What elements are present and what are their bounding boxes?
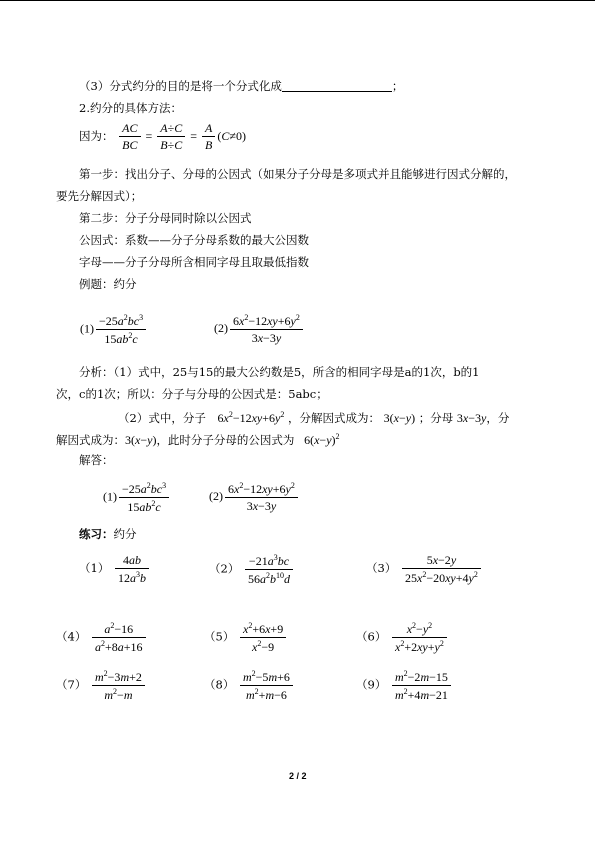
analysis2-line1 bbox=[118, 410, 509, 426]
exercise-4-label: （4） bbox=[56, 629, 87, 644]
exercise-6: （6） $\frac{x^2-y^2}{x^2+2xy+y^2}$ bbox=[356, 621, 449, 655]
analysis-line2: 次，c的1次；所以：分子与分母的公因式是：5abc； bbox=[56, 387, 328, 401]
exercise-5-label: （5） bbox=[204, 629, 235, 644]
numerator-expression: $6x^2-12xy+6y^2$ bbox=[217, 410, 285, 425]
exercise-9: （9） $\frac{m^2-2m-15}{m^2+4m-21}$ bbox=[356, 669, 453, 703]
analysis2-text1: （2）式中，分子 bbox=[118, 411, 206, 425]
analysis2-line2 bbox=[56, 432, 340, 448]
answer-1: (1) $\frac{-25a^2bc^3}{15ab^2c}$ bbox=[103, 481, 171, 515]
exercise-3: （3） $\frac{5x-2y}{25x^2-20xy+4y^2}$ bbox=[366, 553, 483, 586]
exercise-4: （4） $\frac{a^2-16}{a^2+8a+16}$ bbox=[56, 621, 148, 655]
gcf-definition: 公因式：系数——分子分母系数的最大公因数 bbox=[79, 233, 309, 247]
exercise-9-label: （9） bbox=[356, 677, 387, 692]
exercise-3-label: （3） bbox=[366, 561, 397, 576]
step1-text: 第一步：找出分子、分母的公因式（如果分子分母是多项式并且能够进行因式分解的， bbox=[79, 167, 516, 181]
item3-line bbox=[79, 80, 403, 94]
exercise-2-label: （2） bbox=[209, 561, 240, 576]
step2-text: 第二步：分子分母同时除以公因式 bbox=[79, 211, 252, 225]
exercise-8-label: （8） bbox=[204, 677, 235, 692]
step1-continued: 要先分解因式）； bbox=[56, 189, 143, 203]
denominator-expression: 3x−3y bbox=[456, 411, 487, 425]
analysis2-text3: ；分母 bbox=[418, 411, 454, 425]
exercise-8: （8） $\frac{m^2-5m+6}{m^2+m-6}$ bbox=[204, 669, 295, 703]
exercise-7: （7） $\frac{m^2-3m+2}{m^2-m}$ bbox=[56, 669, 147, 703]
exercise-2: （2） $\frac{-21a^3bc}{56a^2b^{10}d}$ bbox=[209, 553, 295, 587]
example-label: 例题：约分 bbox=[79, 277, 137, 291]
analysis2-text6: ，此时分子分母的公因式为 bbox=[156, 433, 295, 447]
analysis2-text2: ，分解因式成为： bbox=[288, 411, 381, 425]
analysis2-text5: 解因式成为： bbox=[56, 433, 125, 447]
exercise-suffix: 约分 bbox=[113, 527, 137, 541]
numerator-factored: 3(x−y) bbox=[383, 411, 416, 425]
item3-prefix: （3）分式约分的目的是将一个分式化成 bbox=[79, 79, 282, 93]
item3-suffix: ； bbox=[391, 79, 404, 93]
answer-label: 解答： bbox=[79, 453, 114, 467]
common-factor: $6(x-y)^2$ bbox=[304, 432, 340, 447]
because-line bbox=[79, 121, 246, 153]
exercise-1: （1） $\frac{4ab}{12a^3b}$ bbox=[79, 553, 151, 586]
exercise-6-label: （6） bbox=[356, 629, 387, 644]
because-formula: $\frac{AC}{BC}$ = $\frac{A\div C}{B\div C}$ = $\frac{A}{B}$ (C≠0) bbox=[117, 129, 246, 143]
exercise-label: 练习： bbox=[79, 527, 114, 541]
page-number: 2 / 2 bbox=[289, 771, 307, 781]
example-1: (1) $\frac{-25a^2bc^3}{15ab^2c}$ bbox=[80, 313, 148, 347]
exercise-7-label: （7） bbox=[56, 677, 87, 692]
top-border bbox=[0, 0, 595, 1]
answer-2: (2) $\frac{6x^2-12xy+6y^2}{3x-3y}$ bbox=[209, 481, 300, 514]
analysis-line1: 分析：（1）式中，25与15的最大公约数是5，所含的相同字母是a的1次，b的1 bbox=[79, 365, 480, 379]
section2-heading: 2.约分的具体方法： bbox=[79, 101, 182, 115]
exercise-1-label: （1） bbox=[79, 561, 110, 576]
fill-in-blank bbox=[282, 80, 392, 92]
example-2: (2) $\frac{6x^2-12xy+6y^2}{3x-3y}$ bbox=[214, 313, 305, 346]
analysis2-text4: ，分 bbox=[486, 411, 510, 425]
exercise-5: （5） $\frac{x^2+6x+9}{x^2-9}$ bbox=[204, 621, 288, 655]
denominator-factored: 3(x−y) bbox=[125, 433, 157, 447]
exercise-heading bbox=[79, 528, 137, 542]
letter-definition: 字母——分子分母所含相同字母且取最低指数 bbox=[79, 255, 309, 269]
because-label: 因为： bbox=[79, 128, 114, 143]
